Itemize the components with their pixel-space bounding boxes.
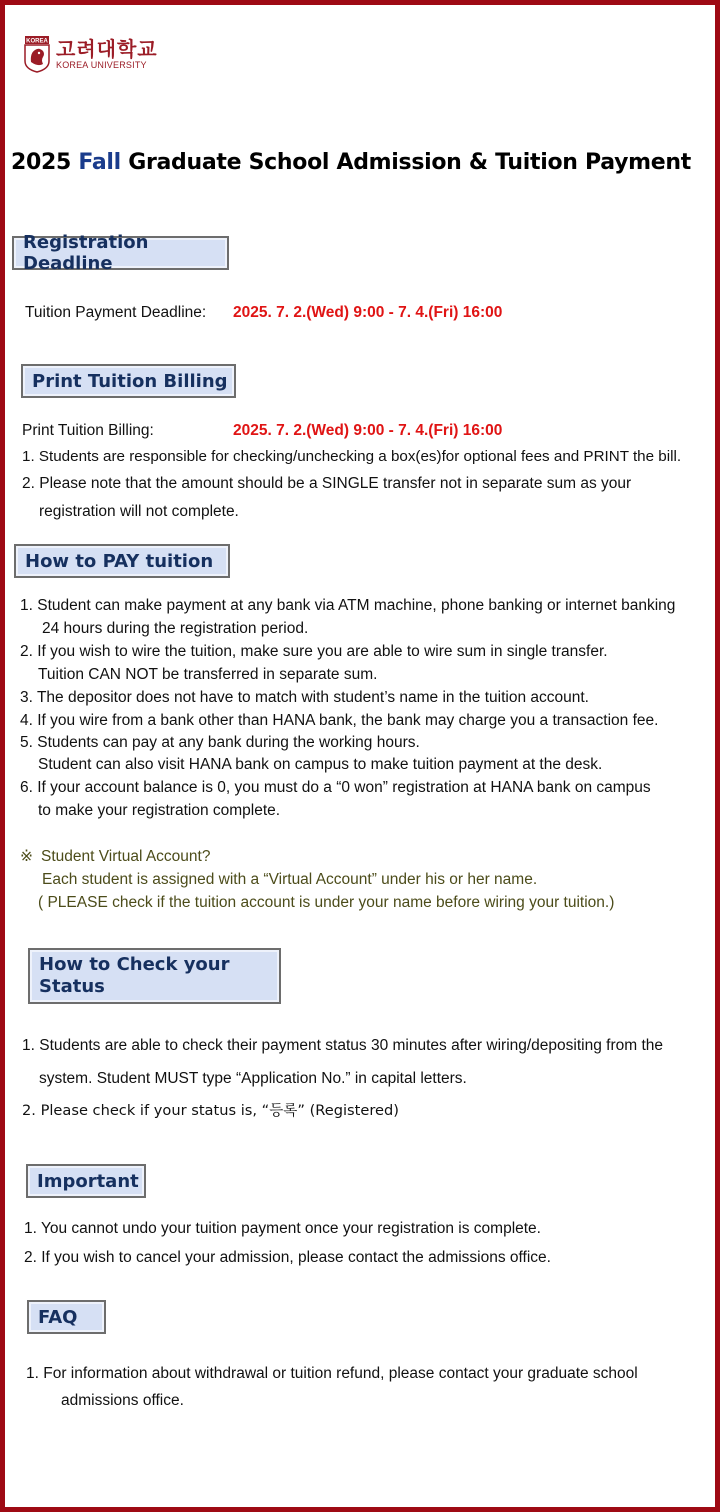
page-title [0, 150, 702, 175]
virtual-account-line-1: Each student is assigned with a “Virtual Account” under his or her name. [42, 871, 538, 888]
section-header-pay: How to PAY tuition [14, 544, 230, 578]
logo-wordmark [56, 38, 158, 71]
reference-mark-icon: ※ [20, 848, 33, 865]
section-header-important: Important [26, 1164, 146, 1198]
pay-line-4: 4. If you wire from a bank other than HANA bank, the bank may charge you a transaction fee. [20, 712, 659, 729]
billing-item-1: 1. Students are responsible for checking/unchecking a box(es)for optional fees and PRINT the bill. [22, 448, 682, 465]
virtual-account-title-text: Student Virtual Account? [41, 848, 211, 865]
section-header-registration: Registration Deadline [12, 236, 229, 270]
virtual-account-line-2: ( PLEASE check if the tuition account is under your name before wiring your tuition.) [38, 894, 615, 911]
logo-korean: 고려대학교 [56, 36, 158, 61]
pay-line-3: 3. The depositor does not have to match with student’s name in the tuition account. [20, 689, 589, 706]
payment-deadline-value: 2025. 7. 2.(Wed) 9:00 - 7. 4.(Fri) 16:00 [233, 304, 503, 321]
pay-line-6-cont: to make your registration complete. [38, 802, 281, 819]
billing-value: 2025. 7. 2.(Wed) 9:00 - 7. 4.(Fri) 16:00 [233, 422, 503, 439]
status-item-1-cont: system. Student MUST type “Application No.” in capital letters. [39, 1070, 467, 1087]
status-item-1: 1. Students are able to check their payment status 30 minutes after wiring/depositing from the [22, 1037, 664, 1054]
title-highlight: Fall [78, 150, 121, 175]
important-item-1: 1. You cannot undo your tuition payment once your registration is complete. [24, 1220, 541, 1237]
billing-item-2: 2. Please note that the amount should be a SINGLE transfer not in separate sum as your [22, 475, 632, 492]
virtual-account-title [20, 845, 210, 868]
svg-text:KOREA: KOREA [26, 38, 48, 45]
title-post: Graduate School Admission & Tuition Payment [120, 150, 691, 175]
billing-item-2-cont: registration will not complete. [39, 503, 239, 520]
status-header-line-1: How to Check your [39, 954, 230, 975]
title-pre: 2025 [10, 150, 79, 175]
pay-line-6: 6. If your account balance is 0, you must do a “0 won” registration at HANA bank on campus [20, 779, 651, 796]
pay-line-1: 1. Student can make payment at any bank via ATM machine, phone banking or internet banking [20, 597, 676, 614]
pay-line-2-cont: Tuition CAN NOT be transferred in separate sum. [38, 666, 378, 683]
pay-line-5: 5. Students can pay at any bank during the working hours. [20, 734, 420, 751]
pay-line-2: 2. If you wish to wire the tuition, make sure you are able to wire sum in single transfer. [20, 643, 608, 660]
billing-label: Print Tuition Billing: [22, 422, 154, 439]
section-header-faq: FAQ [27, 1300, 106, 1334]
important-item-2: 2. If you wish to cancel your admission, please contact the admissions office. [24, 1249, 551, 1266]
status-item-2: 2. Please check if your status is, “등록” (Registered) [22, 1102, 399, 1119]
university-logo [24, 34, 158, 74]
faq-item-1: 1. For information about withdrawal or tuition refund, please contact your graduate school [26, 1365, 638, 1382]
status-header-line-2: Status [39, 976, 105, 997]
section-header-status [28, 948, 281, 1004]
crest-icon [24, 35, 50, 73]
payment-deadline-label: Tuition Payment Deadline: [25, 304, 207, 321]
faq-item-1-cont: admissions office. [61, 1392, 184, 1409]
section-header-billing: Print Tuition Billing [21, 364, 236, 398]
pay-line-1-cont: 24 hours during the registration period. [42, 620, 309, 637]
pay-line-5-cont: Student can also visit HANA bank on campus to make tuition payment at the desk. [38, 756, 603, 773]
logo-english: KOREA UNIVERSITY [56, 59, 147, 70]
